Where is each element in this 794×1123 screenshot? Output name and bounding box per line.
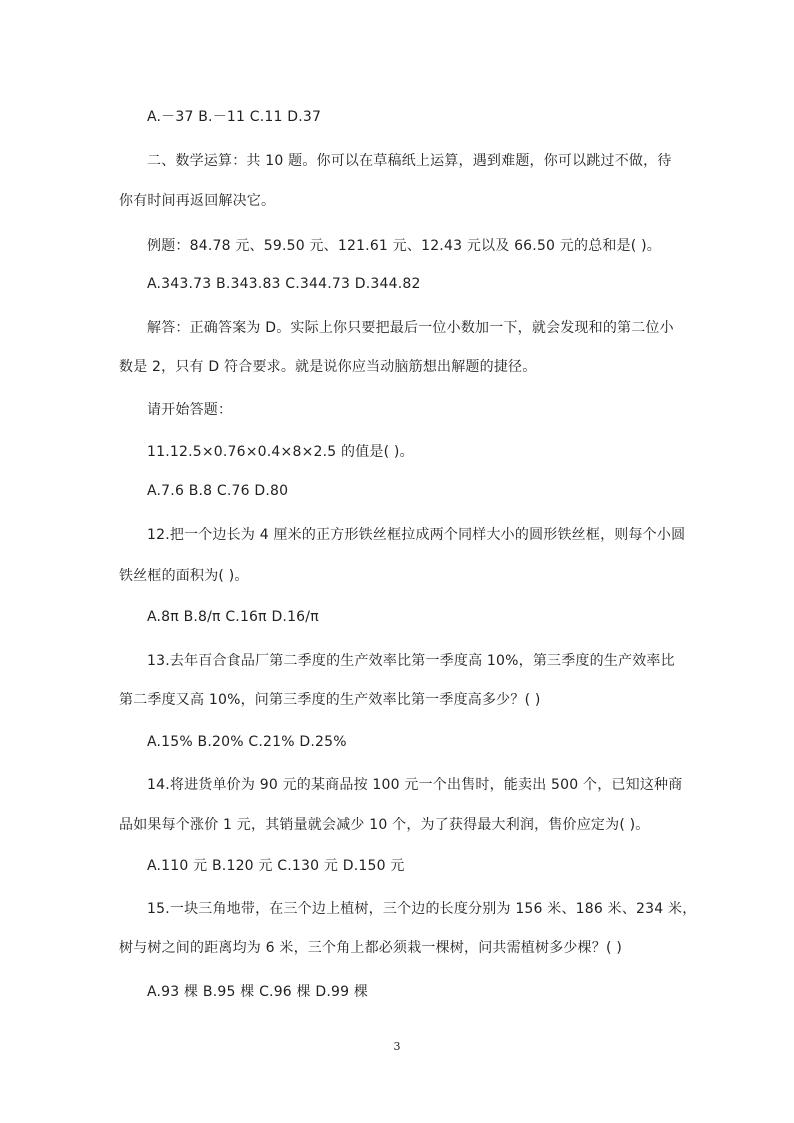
question-12-continued: 铁丝框的面积为( )。 xyxy=(119,568,249,584)
example-answer: 解答：正确答案为 D。实际上你只要把最后一位小数加一下，就会发现和的第二位小 xyxy=(147,320,674,336)
question-14-options: A.110 元 B.120 元 C.130 元 D.150 元 xyxy=(147,858,405,874)
section-heading-continued: 你有时间再返回解决它。 xyxy=(119,193,276,209)
example-question: 例题：84.78 元、59.50 元、121.61 元、12.43 元以及 66.50 元的总和是( )。 xyxy=(147,238,661,254)
question-12-options: A.8π B.8/π C.16π D.16/π xyxy=(147,609,319,625)
question-14: 14.将进货单价为 90 元的某商品按 100 元一个出售时，能卖出 500 个，已知这种商 xyxy=(147,777,683,793)
question-13-options: A.15% B.20% C.21% D.25% xyxy=(147,734,347,750)
question-13: 13.去年百合食品厂第二季度的生产效率比第一季度高 10%，第三季度的生产效率比 xyxy=(147,653,675,669)
question-15-options: A.93 棵 B.95 棵 C.96 棵 D.99 棵 xyxy=(147,984,369,1000)
question-11: 11.12.5×0.76×0.4×8×2.5 的值是( )。 xyxy=(147,444,414,460)
question-15: 15.一块三角地带，在三个边上植树，三个边的长度分别为 156 米、186 米、234 米， xyxy=(147,901,697,917)
example-options: A.343.73 B.343.83 C.344.73 D.344.82 xyxy=(147,276,421,292)
start-prompt: 请开始答题： xyxy=(147,402,233,418)
page-number: 3 xyxy=(393,1040,401,1053)
question-15-continued: 树与树之间的距离均为 6 米，三个角上都必须栽一棵树，问共需植树多少棵？( ) xyxy=(119,940,622,956)
answer-options-line: A.－37 B.－11 C.11 D.37 xyxy=(147,109,322,125)
question-11-options: A.7.6 B.8 C.76 D.80 xyxy=(147,483,289,499)
question-12: 12.把一个边长为 4 厘米的正方形铁丝框拉成两个同样大小的圆形铁丝框，则每个小圆 xyxy=(147,527,686,543)
question-14-continued: 品如果每个涨价 1 元，其销量就会减少 10 个，为了获得最大利润，售价应定为( )。 xyxy=(119,817,650,833)
example-answer-continued: 数是 2，只有 D 符合要求。就是说你应当动脑筋想出解题的捷径。 xyxy=(119,359,537,375)
question-13-continued: 第二季度又高 10%，问第三季度的生产效率比第一季度高多少？( ) xyxy=(119,692,541,708)
section-heading: 二、数学运算：共 10 题。你可以在草稿纸上运算，遇到难题，你可以跳过不做，待 xyxy=(147,153,672,169)
